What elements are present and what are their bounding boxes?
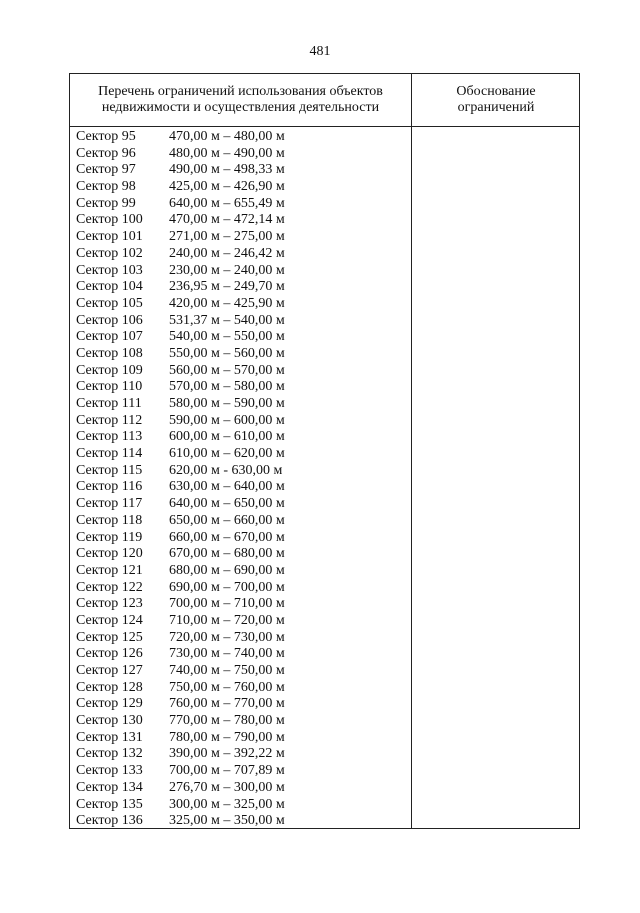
sector-name: Сектор 117 — [76, 496, 143, 512]
height-range: 300,00 м – 325,00 м — [169, 796, 285, 812]
height-range: 271,00 м – 275,00 м — [169, 229, 285, 245]
sector-name: Сектор 118 — [76, 512, 143, 528]
sector-name: Сектор 122 — [76, 579, 143, 595]
height-range: 550,00 м – 560,00 м — [169, 345, 285, 361]
table-row — [70, 596, 411, 613]
sector-name: Сектор 100 — [76, 212, 143, 228]
table-header — [70, 74, 579, 127]
table-row — [70, 413, 411, 430]
sector-name: Сектор 115 — [76, 462, 143, 478]
table-row — [70, 813, 411, 830]
height-range: 740,00 м – 750,00 м — [169, 663, 285, 678]
sector-name: Сектор 99 — [76, 195, 136, 211]
table-row — [70, 713, 411, 730]
sector-name: Сектор 134 — [76, 779, 143, 795]
height-range: 540,00 м – 550,00 м — [169, 329, 285, 345]
height-range: 600,00 м – 610,00 м — [169, 429, 285, 445]
table-row — [70, 646, 411, 663]
sector-name: Сектор 108 — [76, 345, 143, 361]
height-range: 470,00 м – 480,00 м — [169, 129, 285, 144]
height-range: 425,00 м – 426,90 м — [169, 179, 285, 195]
sector-name: Сектор 114 — [76, 446, 143, 462]
height-range: 660,00 м – 670,00 м — [169, 529, 285, 545]
height-range: 325,00 м – 350,00 м — [169, 813, 285, 829]
height-range: 690,00 м – 700,00 м — [169, 579, 285, 595]
table-row — [70, 363, 411, 380]
table-row — [70, 346, 411, 363]
height-range: 236,95 м – 249,70 м — [169, 279, 285, 295]
sector-name: Сектор 105 — [76, 295, 143, 311]
table-row — [70, 630, 411, 647]
table-row — [70, 780, 411, 797]
sector-name: Сектор 135 — [76, 796, 143, 812]
sector-name: Сектор 125 — [76, 629, 143, 645]
table-row — [70, 429, 411, 446]
sector-name: Сектор 98 — [76, 179, 136, 195]
height-range: 470,00 м – 472,14 м — [169, 212, 285, 228]
header-justification — [412, 84, 580, 116]
height-range: 710,00 м – 720,00 м — [169, 612, 285, 628]
table-row — [70, 479, 411, 496]
sector-name: Сектор 107 — [76, 329, 143, 345]
table-row — [70, 279, 411, 296]
table-body — [70, 129, 411, 830]
sector-name: Сектор 136 — [76, 813, 143, 829]
sector-name: Сектор 128 — [76, 679, 143, 695]
table-row — [70, 146, 411, 163]
sector-name: Сектор 103 — [76, 262, 143, 278]
height-range: 750,00 м – 760,00 м — [169, 679, 285, 695]
sector-name: Сектор 129 — [76, 696, 143, 712]
height-range: 531,37 м – 540,00 м — [169, 312, 285, 328]
sector-name: Сектор 101 — [76, 229, 143, 245]
table-row — [70, 746, 411, 763]
height-range: 590,00 м – 600,00 м — [169, 412, 285, 428]
header-left-line-2: недвижимости и осуществления деятельности — [101, 100, 380, 115]
sector-name: Сектор 110 — [76, 379, 143, 395]
sector-name: Сектор 111 — [76, 396, 142, 411]
table-row — [70, 129, 411, 146]
table-row — [70, 263, 411, 280]
height-range: 700,00 м – 707,89 м — [169, 763, 285, 779]
height-range: 640,00 м – 650,00 м — [169, 496, 285, 512]
height-range: 580,00 м – 590,00 м — [169, 396, 285, 411]
height-range: 390,00 м – 392,22 м — [169, 746, 285, 762]
table-row — [70, 730, 411, 747]
table-row — [70, 580, 411, 597]
table-row — [70, 513, 411, 530]
sector-name: Сектор 106 — [76, 312, 143, 328]
sector-name: Сектор 102 — [76, 245, 143, 261]
table-row — [70, 696, 411, 713]
sector-name: Сектор 131 — [76, 729, 143, 745]
height-range: 230,00 м – 240,00 м — [169, 262, 285, 278]
height-range: 610,00 м – 620,00 м — [169, 446, 285, 462]
sector-name: Сектор 119 — [76, 529, 143, 545]
table-row — [70, 296, 411, 313]
table-row — [70, 496, 411, 513]
height-range: 700,00 м – 710,00 м — [169, 596, 285, 612]
height-range: 240,00 м – 246,42 м — [169, 245, 285, 261]
height-range: 570,00 м – 580,00 м — [169, 379, 285, 395]
height-range: 780,00 м – 790,00 м — [169, 729, 285, 745]
header-right-line-2: ограничений — [457, 100, 535, 115]
header-right-line-1: Обоснование — [456, 84, 536, 99]
height-range: 770,00 м – 780,00 м — [169, 713, 285, 729]
table-row — [70, 396, 411, 413]
page-number: 481 — [309, 44, 331, 59]
table-row — [70, 379, 411, 396]
height-range: 640,00 м – 655,49 м — [169, 195, 285, 211]
height-range: 560,00 м – 570,00 м — [169, 362, 285, 378]
table-row — [70, 797, 411, 814]
sector-name: Сектор 121 — [76, 562, 143, 578]
height-range: 490,00 м – 498,33 м — [169, 162, 285, 178]
sector-name: Сектор 95 — [76, 129, 136, 144]
height-range: 276,70 м – 300,00 м — [169, 779, 285, 795]
table-row — [70, 763, 411, 780]
table-row — [70, 196, 411, 213]
sector-name: Сектор 124 — [76, 612, 143, 628]
sector-name: Сектор 127 — [76, 663, 143, 678]
table-row — [70, 179, 411, 196]
sector-name: Сектор 97 — [76, 162, 136, 178]
sector-name: Сектор 123 — [76, 596, 143, 612]
sector-name: Сектор 120 — [76, 546, 143, 562]
table-row — [70, 546, 411, 563]
table-row — [70, 229, 411, 246]
table-row — [70, 613, 411, 630]
sector-name: Сектор 113 — [76, 429, 143, 445]
height-range: 760,00 м – 770,00 м — [169, 696, 285, 712]
sector-name: Сектор 116 — [76, 479, 143, 495]
height-range: 420,00 м – 425,90 м — [169, 295, 285, 311]
sector-name: Сектор 132 — [76, 746, 143, 762]
sector-name: Сектор 133 — [76, 763, 143, 779]
height-range: 650,00 м – 660,00 м — [169, 512, 285, 528]
table-row — [70, 663, 411, 680]
height-range: 680,00 м – 690,00 м — [169, 562, 285, 578]
sector-name: Сектор 104 — [76, 279, 143, 295]
sector-name: Сектор 130 — [76, 713, 143, 729]
height-range: 730,00 м – 740,00 м — [169, 646, 285, 662]
height-range: 670,00 м – 680,00 м — [169, 546, 285, 562]
column-divider — [411, 74, 412, 828]
sector-name: Сектор 96 — [76, 145, 136, 161]
table-row — [70, 246, 411, 263]
table-row — [70, 313, 411, 330]
height-range: 720,00 м – 730,00 м — [169, 629, 285, 645]
header-left-line-1: Перечень ограничений использования объектов — [98, 84, 383, 99]
height-range: 620,00 м - 630,00 м — [169, 462, 283, 478]
table-row — [70, 329, 411, 346]
height-range: 630,00 м – 640,00 м — [169, 479, 285, 495]
height-range: 480,00 м – 490,00 м — [169, 145, 285, 161]
table-row — [70, 563, 411, 580]
table-row — [70, 446, 411, 463]
table-row — [70, 212, 411, 229]
sector-name: Сектор 112 — [76, 412, 143, 428]
table-row — [70, 463, 411, 480]
table-row — [70, 162, 411, 179]
header-restrictions-list — [70, 84, 411, 116]
sector-name: Сектор 126 — [76, 646, 143, 662]
table-row — [70, 530, 411, 547]
sector-name: Сектор 109 — [76, 362, 143, 378]
restrictions-table — [69, 73, 580, 829]
table-row — [70, 680, 411, 697]
